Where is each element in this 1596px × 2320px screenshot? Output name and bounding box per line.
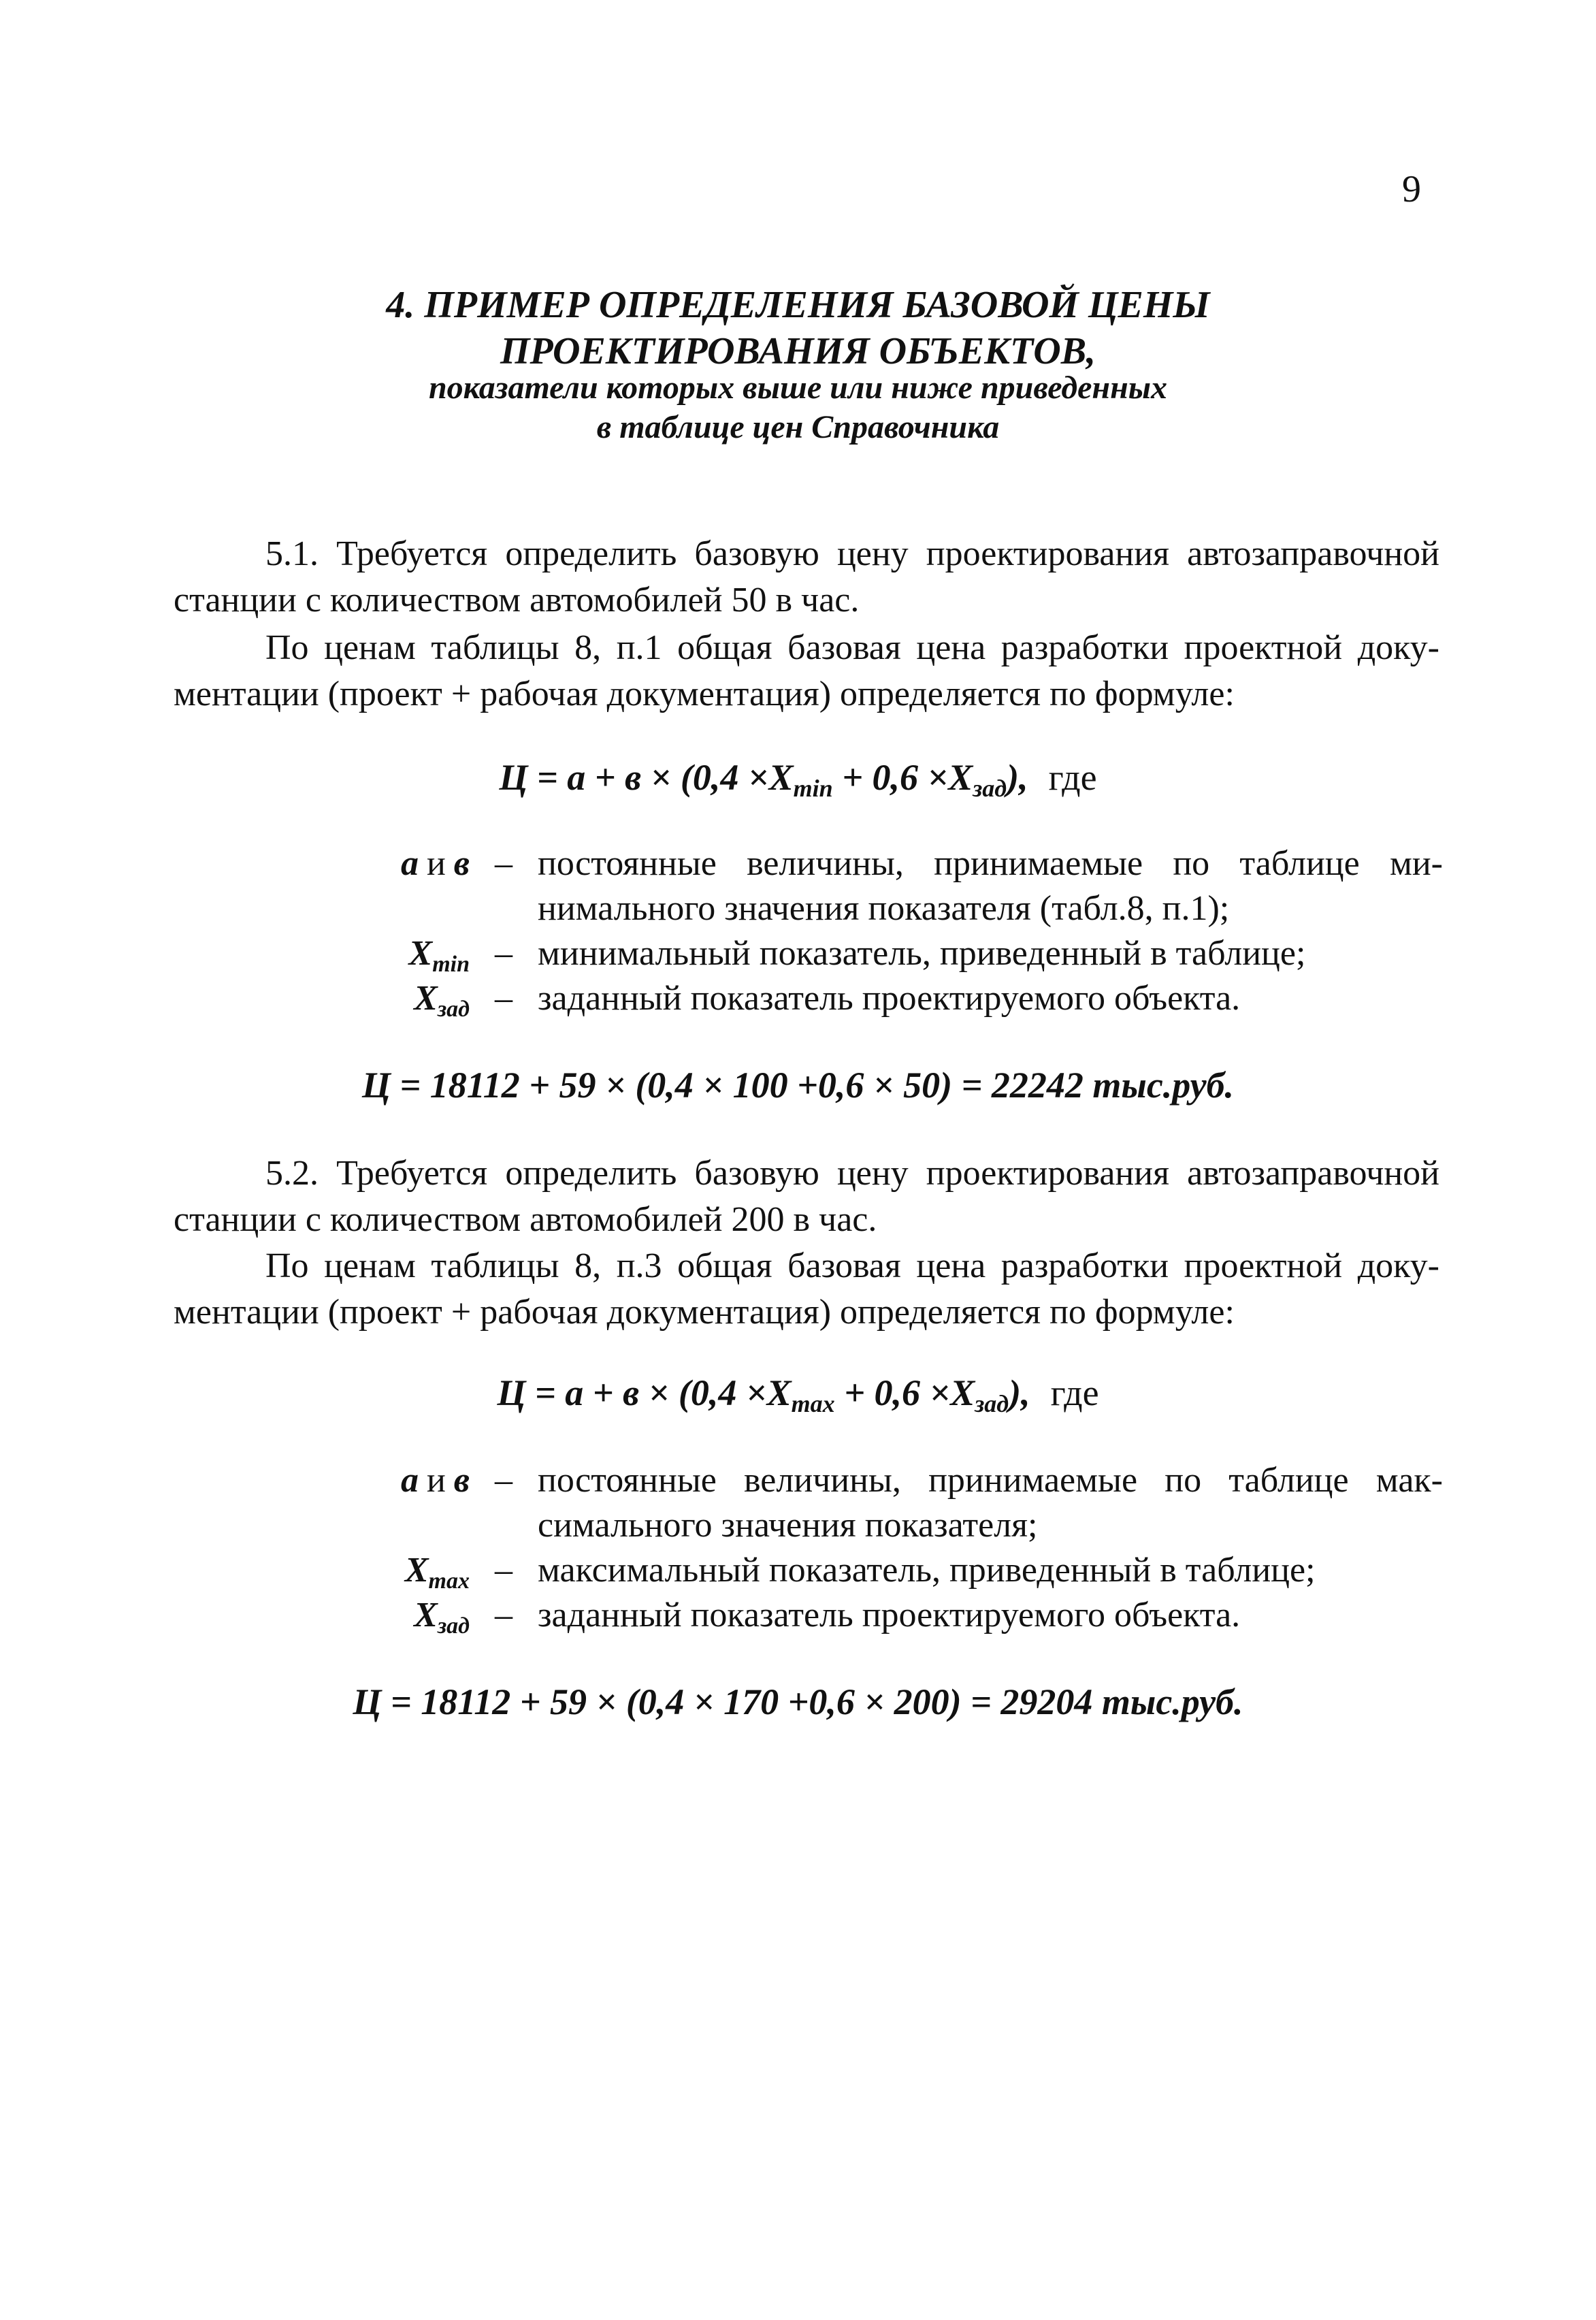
paragraph-line: 5.2. Требуется определить базовую цену проектирования автозаправочной — [265, 1154, 1439, 1193]
definition-row — [320, 841, 1443, 931]
definition-row — [320, 976, 1443, 1021]
definition-text: постоянные величины, принимаемые по таблице ми- нимального значения показателя (табл.8, п.1); — [538, 844, 1443, 928]
definition-dash: – — [495, 1551, 512, 1590]
paragraph-line: По ценам таблицы 8, п.3 общая базовая цена разработки проектной доку- — [265, 1246, 1439, 1285]
definition-text: заданный показатель проектируемого объекта. — [538, 979, 1241, 1018]
paragraph-5-2-method — [174, 1243, 1439, 1336]
definition-dash: – — [495, 844, 512, 883]
section-heading-line-2: ПРОЕКТИРОВАНИЯ ОБЪЕКТОВ, — [500, 330, 1096, 372]
page-number: 9 — [1402, 168, 1421, 210]
definition-dash: – — [495, 1596, 512, 1634]
definition-term: а и в — [400, 1461, 470, 1500]
definition-row — [320, 1593, 1443, 1638]
definitions-5-1 — [320, 841, 1443, 1021]
definition-term: $X_{min}$ — [408, 934, 470, 977]
definition-dash: – — [495, 979, 512, 1018]
section-subheading-line-2: в таблице цен Справочника — [596, 409, 1000, 445]
section-subheading-line-1: показатели которых выше или ниже приведенных — [428, 370, 1168, 406]
paragraph-line: ментации (проект + рабочая документация) определяется по формуле: — [174, 1293, 1235, 1332]
definition-term: $X_{зад}$ — [414, 1596, 470, 1639]
definition-term: $X_{max}$ — [404, 1551, 470, 1594]
section-heading-line-1: 4. ПРИМЕР ОПРЕДЕЛЕНИЯ БАЗОВОЙ ЦЕНЫ — [386, 284, 1210, 326]
definition-text: минимальный показатель, приведенный в таблице; — [538, 934, 1306, 973]
paragraph-5-2-task — [174, 1150, 1439, 1243]
definition-dash: – — [495, 934, 512, 973]
definition-row — [320, 1548, 1443, 1593]
formula-expression: $Ц = а + в \times (0,4 \times X_{min} + 0,6 \times X_{зад})$, — [499, 757, 1028, 802]
definition-dash: – — [495, 1461, 512, 1500]
formula-expression: $Ц = а + в \times (0,4 \times X_{max} + 0,6 \times X_{зад})$, — [497, 1372, 1030, 1417]
paragraph-line: 5.1. Требуется определить базовую цену проектирования автозаправочной — [265, 534, 1439, 573]
definition-term: а и в — [400, 844, 470, 883]
result-5-1: Ц = 18112 + 59 × (0,4 × 100 +0,6 × 50) = 22242 тыс.руб. — [361, 1065, 1235, 1106]
formula-5-1 — [0, 754, 1596, 801]
definition-row — [320, 931, 1443, 976]
formula-where: где — [1048, 757, 1097, 798]
paragraph-5-1-method — [174, 625, 1439, 718]
paragraph-line: станции с количеством автомобилей 50 в час. — [174, 581, 860, 619]
paragraph-5-1-task — [174, 531, 1439, 624]
result-5-2: Ц = 18112 + 59 × (0,4 × 170 +0,6 × 200) = 29204 тыс.руб. — [353, 1681, 1243, 1722]
definition-term: $X_{зад}$ — [414, 979, 470, 1022]
definition-text: заданный показатель проектируемого объекта. — [538, 1596, 1241, 1634]
paragraph-line: ментации (проект + рабочая документация) определяется по формуле: — [174, 675, 1235, 713]
formula-where: где — [1050, 1372, 1099, 1413]
definition-text: максимальный показатель, приведенный в таблице; — [538, 1551, 1316, 1590]
definition-text: постоянные величины, принимаемые по таблице мак- симального значения показателя; — [538, 1461, 1443, 1545]
paragraph-line: По ценам таблицы 8, п.1 общая базовая цена разработки проектной доку- — [265, 628, 1439, 667]
definitions-5-2 — [320, 1458, 1443, 1638]
paragraph-line: станции с количеством автомобилей 200 в час. — [174, 1200, 877, 1239]
definition-row — [320, 1458, 1443, 1548]
formula-5-2 — [0, 1370, 1596, 1416]
